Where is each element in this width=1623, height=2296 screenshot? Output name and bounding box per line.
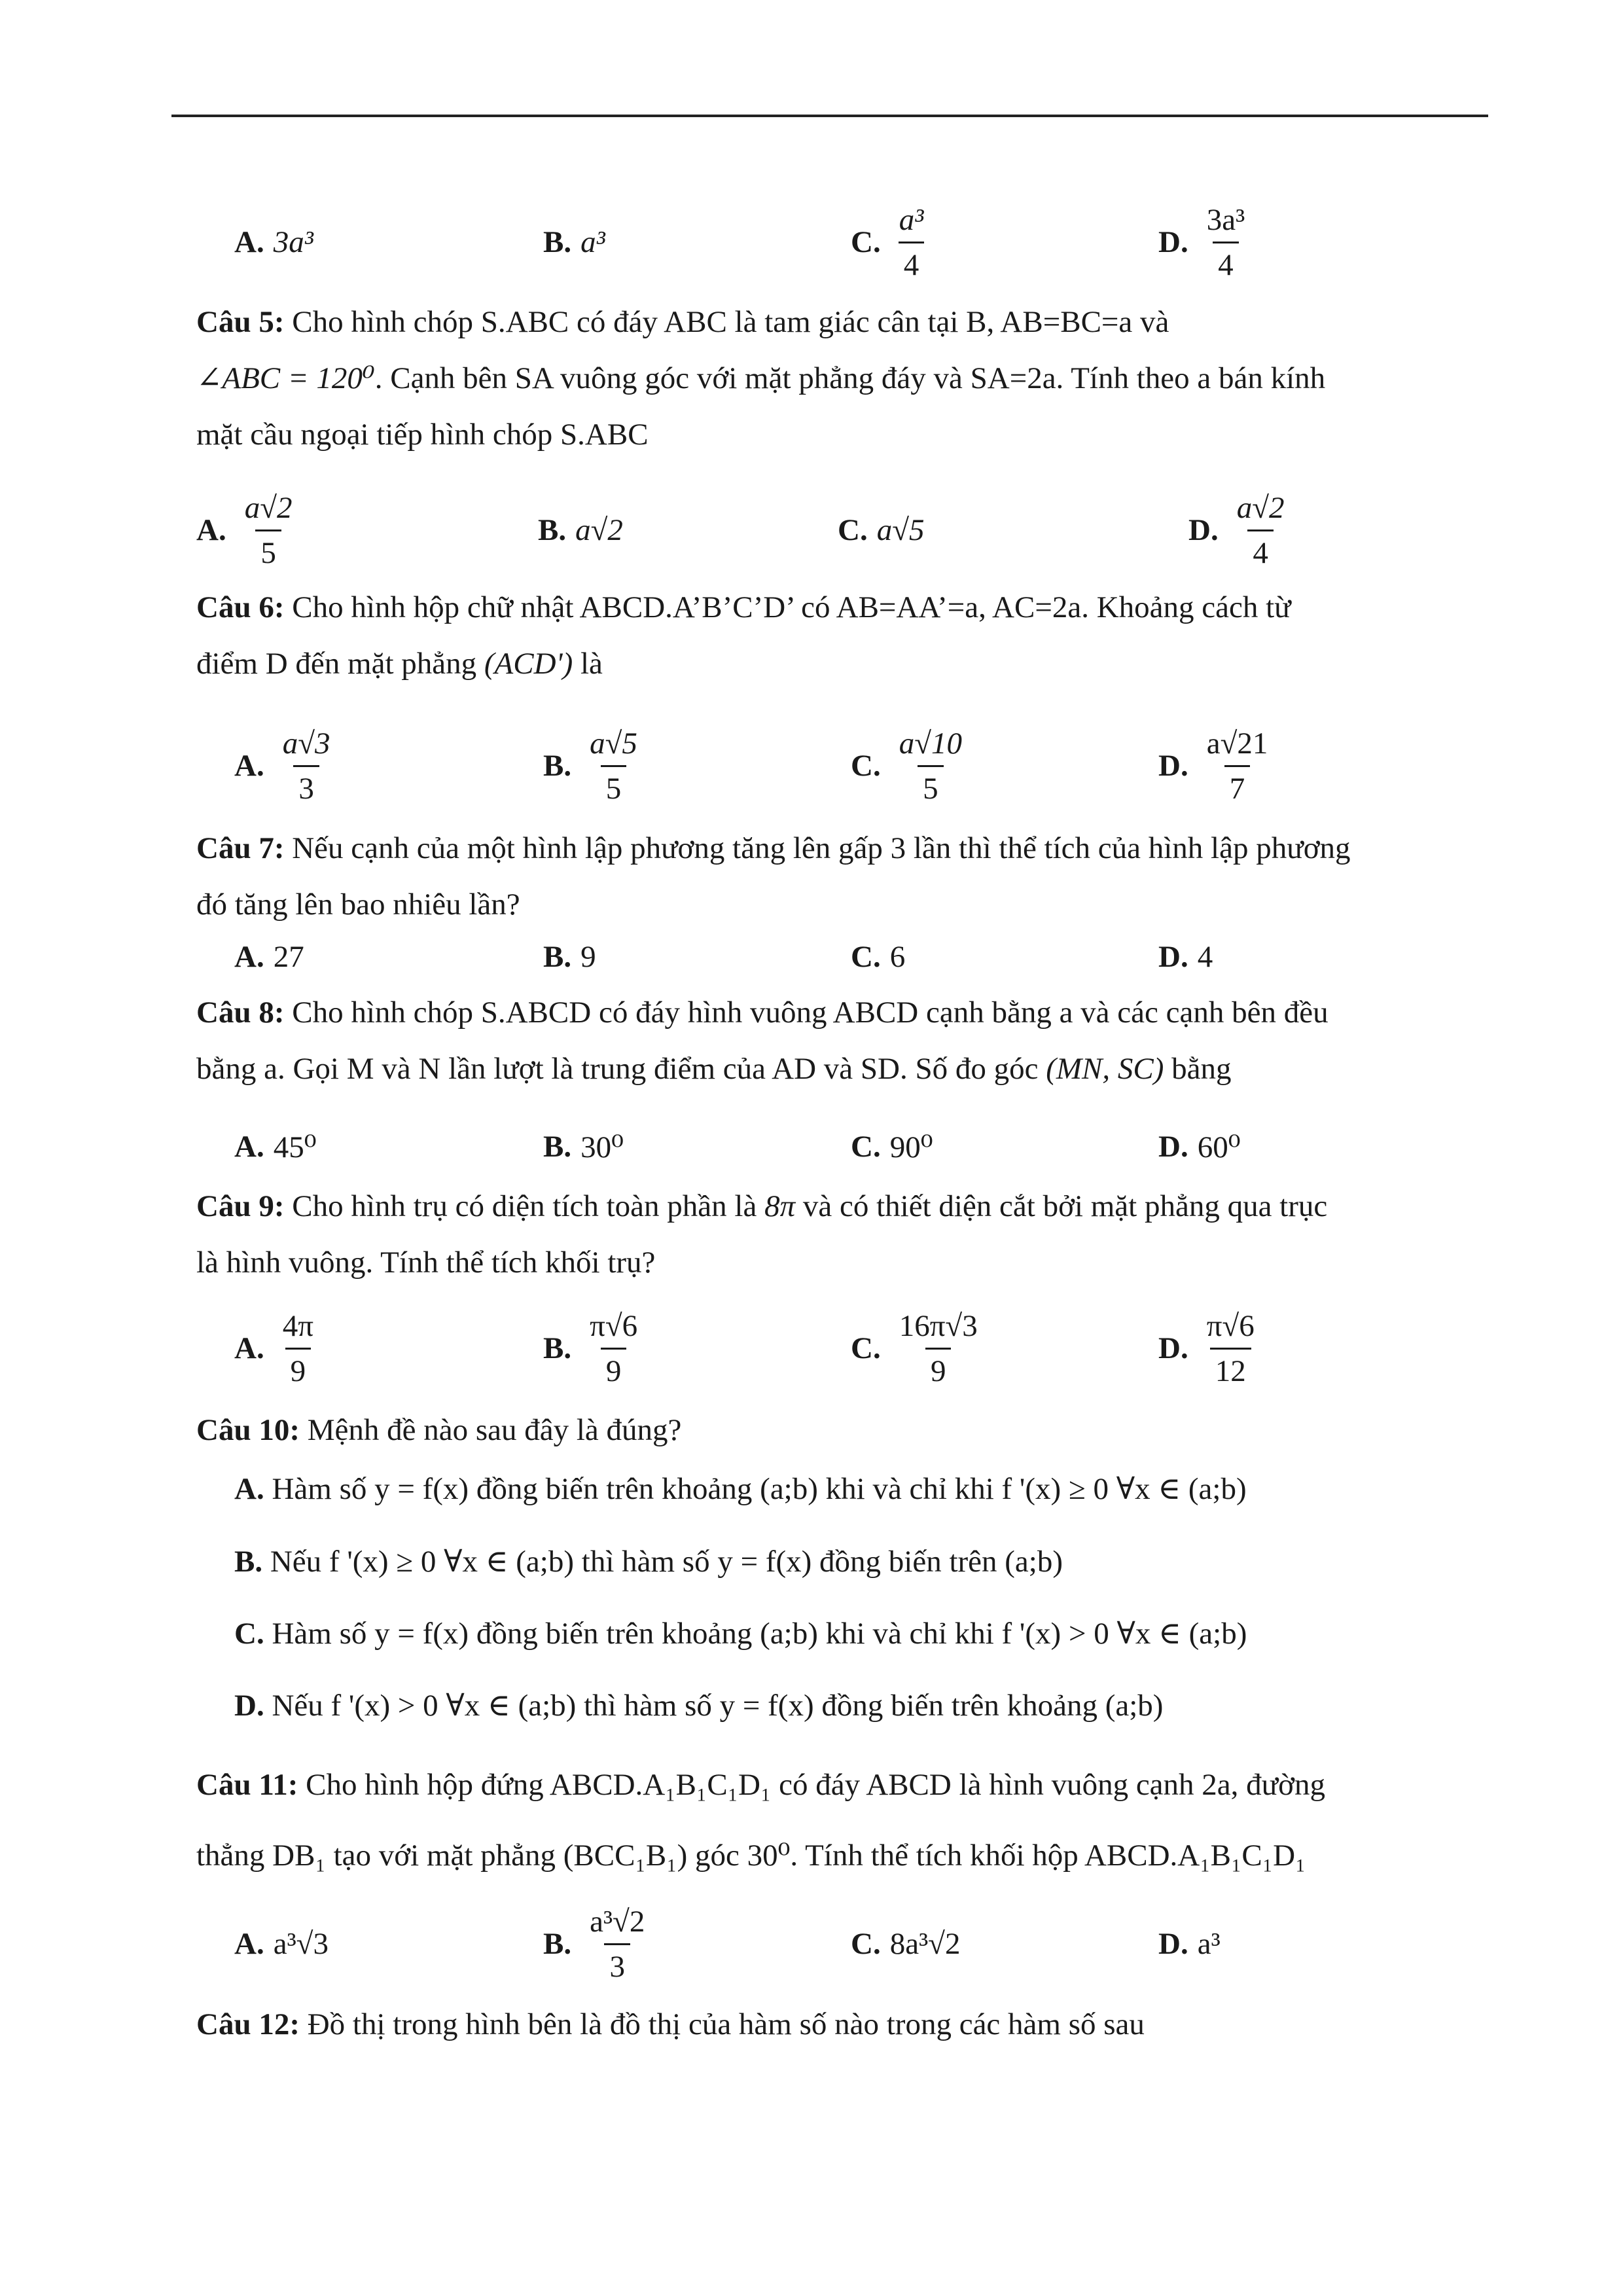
q12-stem: Câu 12: Đồ thị trong hình bên là đồ thị của hàm số nào trong các hàm số sau bbox=[196, 2007, 1145, 2041]
q11-option-d[interactable]: D. a³ bbox=[1158, 1927, 1221, 1961]
q10-option-a[interactable]: A. Hàm số y = f(x) đồng biến trên khoảng (a;b) khi và chỉ khi f '(x) ≥ 0 ∀x ∈ (a;b) bbox=[234, 1472, 1247, 1506]
q9-option-a[interactable]: A. $\frac{4\pi}{9}$ bbox=[234, 1302, 323, 1394]
q7-option-d[interactable]: D. 4 bbox=[1158, 940, 1213, 974]
q6-option-d[interactable]: D. $\frac{a√21}{7}$ bbox=[1158, 720, 1277, 812]
q6-option-a[interactable]: A. $\frac{a√3}{3}$ bbox=[234, 720, 340, 812]
q8-stem: Câu 8: Cho hình chóp S.ABCD có đáy hình vuông ABCD cạnh bằng a và các cạnh bên đều bằng a. Gọi M và N lần lượt là trung điểm của AD và SD. Số đo góc (MN, SC) bằng bbox=[196, 996, 1329, 1086]
q7-option-c[interactable]: C. 6 bbox=[851, 940, 906, 974]
q7-stem: Câu 7: Nếu cạnh của một hình lập phương tăng lên gấp 3 lần thì thể tích của hình lập phương đó tăng lên bao nhiêu lần? bbox=[196, 831, 1351, 922]
q7-option-b[interactable]: B. 9 bbox=[543, 940, 596, 974]
q8-option-a[interactable]: A. 45⁰ bbox=[234, 1130, 317, 1164]
q10-stem: Câu 10: Mệnh đề nào sau đây là đúng? bbox=[196, 1413, 682, 1447]
q8-option-b[interactable]: B. 30⁰ bbox=[543, 1130, 624, 1164]
q6-stem: Câu 6: Cho hình hộp chữ nhật ABCD.A’B’C’D’ có AB=AA’=a, AC=2a. Khoảng cách từ điểm D đến mặt phẳng (ACD') là bbox=[196, 590, 1291, 681]
q4-option-c[interactable]: C. $\frac{\text{a³}}{4}$ bbox=[851, 196, 933, 288]
q9-option-c[interactable]: C. $\frac{16\pi√3}{9}$ bbox=[851, 1302, 987, 1394]
q8-option-d[interactable]: D. 60⁰ bbox=[1158, 1130, 1241, 1164]
q10-option-d[interactable]: D. Nếu f '(x) > 0 ∀x ∈ (a;b) thì hàm số y = f(x) đồng biến trên khoảng (a;b) bbox=[234, 1689, 1164, 1723]
q5-option-a[interactable]: A. $\frac{a√2}{5}$ bbox=[196, 484, 302, 576]
q8-option-c[interactable]: C. 90⁰ bbox=[851, 1130, 933, 1164]
q11-option-c[interactable]: C. 8a³√2 bbox=[851, 1927, 961, 1961]
q9-option-d[interactable]: D. $\frac{\pi√6}{12}$ bbox=[1158, 1302, 1264, 1394]
q10-option-c[interactable]: C. Hàm số y = f(x) đồng biến trên khoảng (a;b) khi và chỉ khi f '(x) > 0 ∀x ∈ (a;b) bbox=[234, 1617, 1247, 1651]
q5-stem: Câu 5: Cho hình chóp S.ABC có đáy ABC là tam giác cân tại B, AB=BC=a và ∠ABC = 120⁰. Cạnh bên SA vuông góc với mặt phẳng đáy và SA=2a. Tính theo a bán kính mặt cầu ngoại tiếp hình chóp S.ABC bbox=[196, 305, 1326, 452]
q11-option-a[interactable]: A. a³√3 bbox=[234, 1927, 329, 1961]
q11-stem: Câu 11: Cho hình hộp đứng ABCD.A₁B₁C₁D₁ có đáy ABCD là hình vuông cạnh 2a, đường thẳng DB₁ tạo với mặt phẳng (BCC₁B₁) góc 30⁰. Tính thể tích khối hộp ABCD.A₁B₁C₁D₁ bbox=[196, 1768, 1325, 1873]
q4-option-d[interactable]: D. $\frac{\text{3a³}}{4}$ bbox=[1158, 196, 1254, 288]
q11-option-b[interactable]: B. $\frac{\text{a³√2}}{3}$ bbox=[543, 1898, 654, 1990]
q6-option-c[interactable]: C. $\frac{a√10}{5}$ bbox=[851, 720, 971, 812]
q4-option-b[interactable]: B. a³ bbox=[543, 225, 605, 259]
header-rule bbox=[171, 115, 1488, 117]
q7-option-a[interactable]: A. 27 bbox=[234, 940, 304, 974]
q5-option-d[interactable]: D. $\frac{a√2}{4}$ bbox=[1188, 484, 1294, 576]
q5-option-b[interactable]: B. a√2 bbox=[538, 513, 623, 547]
q4-option-a[interactable]: A. 3a³ bbox=[234, 225, 313, 259]
q9-option-b[interactable]: B. $\frac{\pi√6}{9}$ bbox=[543, 1302, 647, 1394]
q10-option-b[interactable]: B. Nếu f '(x) ≥ 0 ∀x ∈ (a;b) thì hàm số y = f(x) đồng biến trên (a;b) bbox=[234, 1545, 1063, 1579]
q5-option-c[interactable]: C. a√5 bbox=[838, 513, 925, 547]
q9-stem: Câu 9: Cho hình trụ có diện tích toàn phần là 8π và có thiết diện cắt bởi mặt phẳng qua trục là hình vuông. Tính thể tích khối trụ? bbox=[196, 1189, 1328, 1280]
q6-option-b[interactable]: B. $\frac{a√5}{5}$ bbox=[543, 720, 647, 812]
